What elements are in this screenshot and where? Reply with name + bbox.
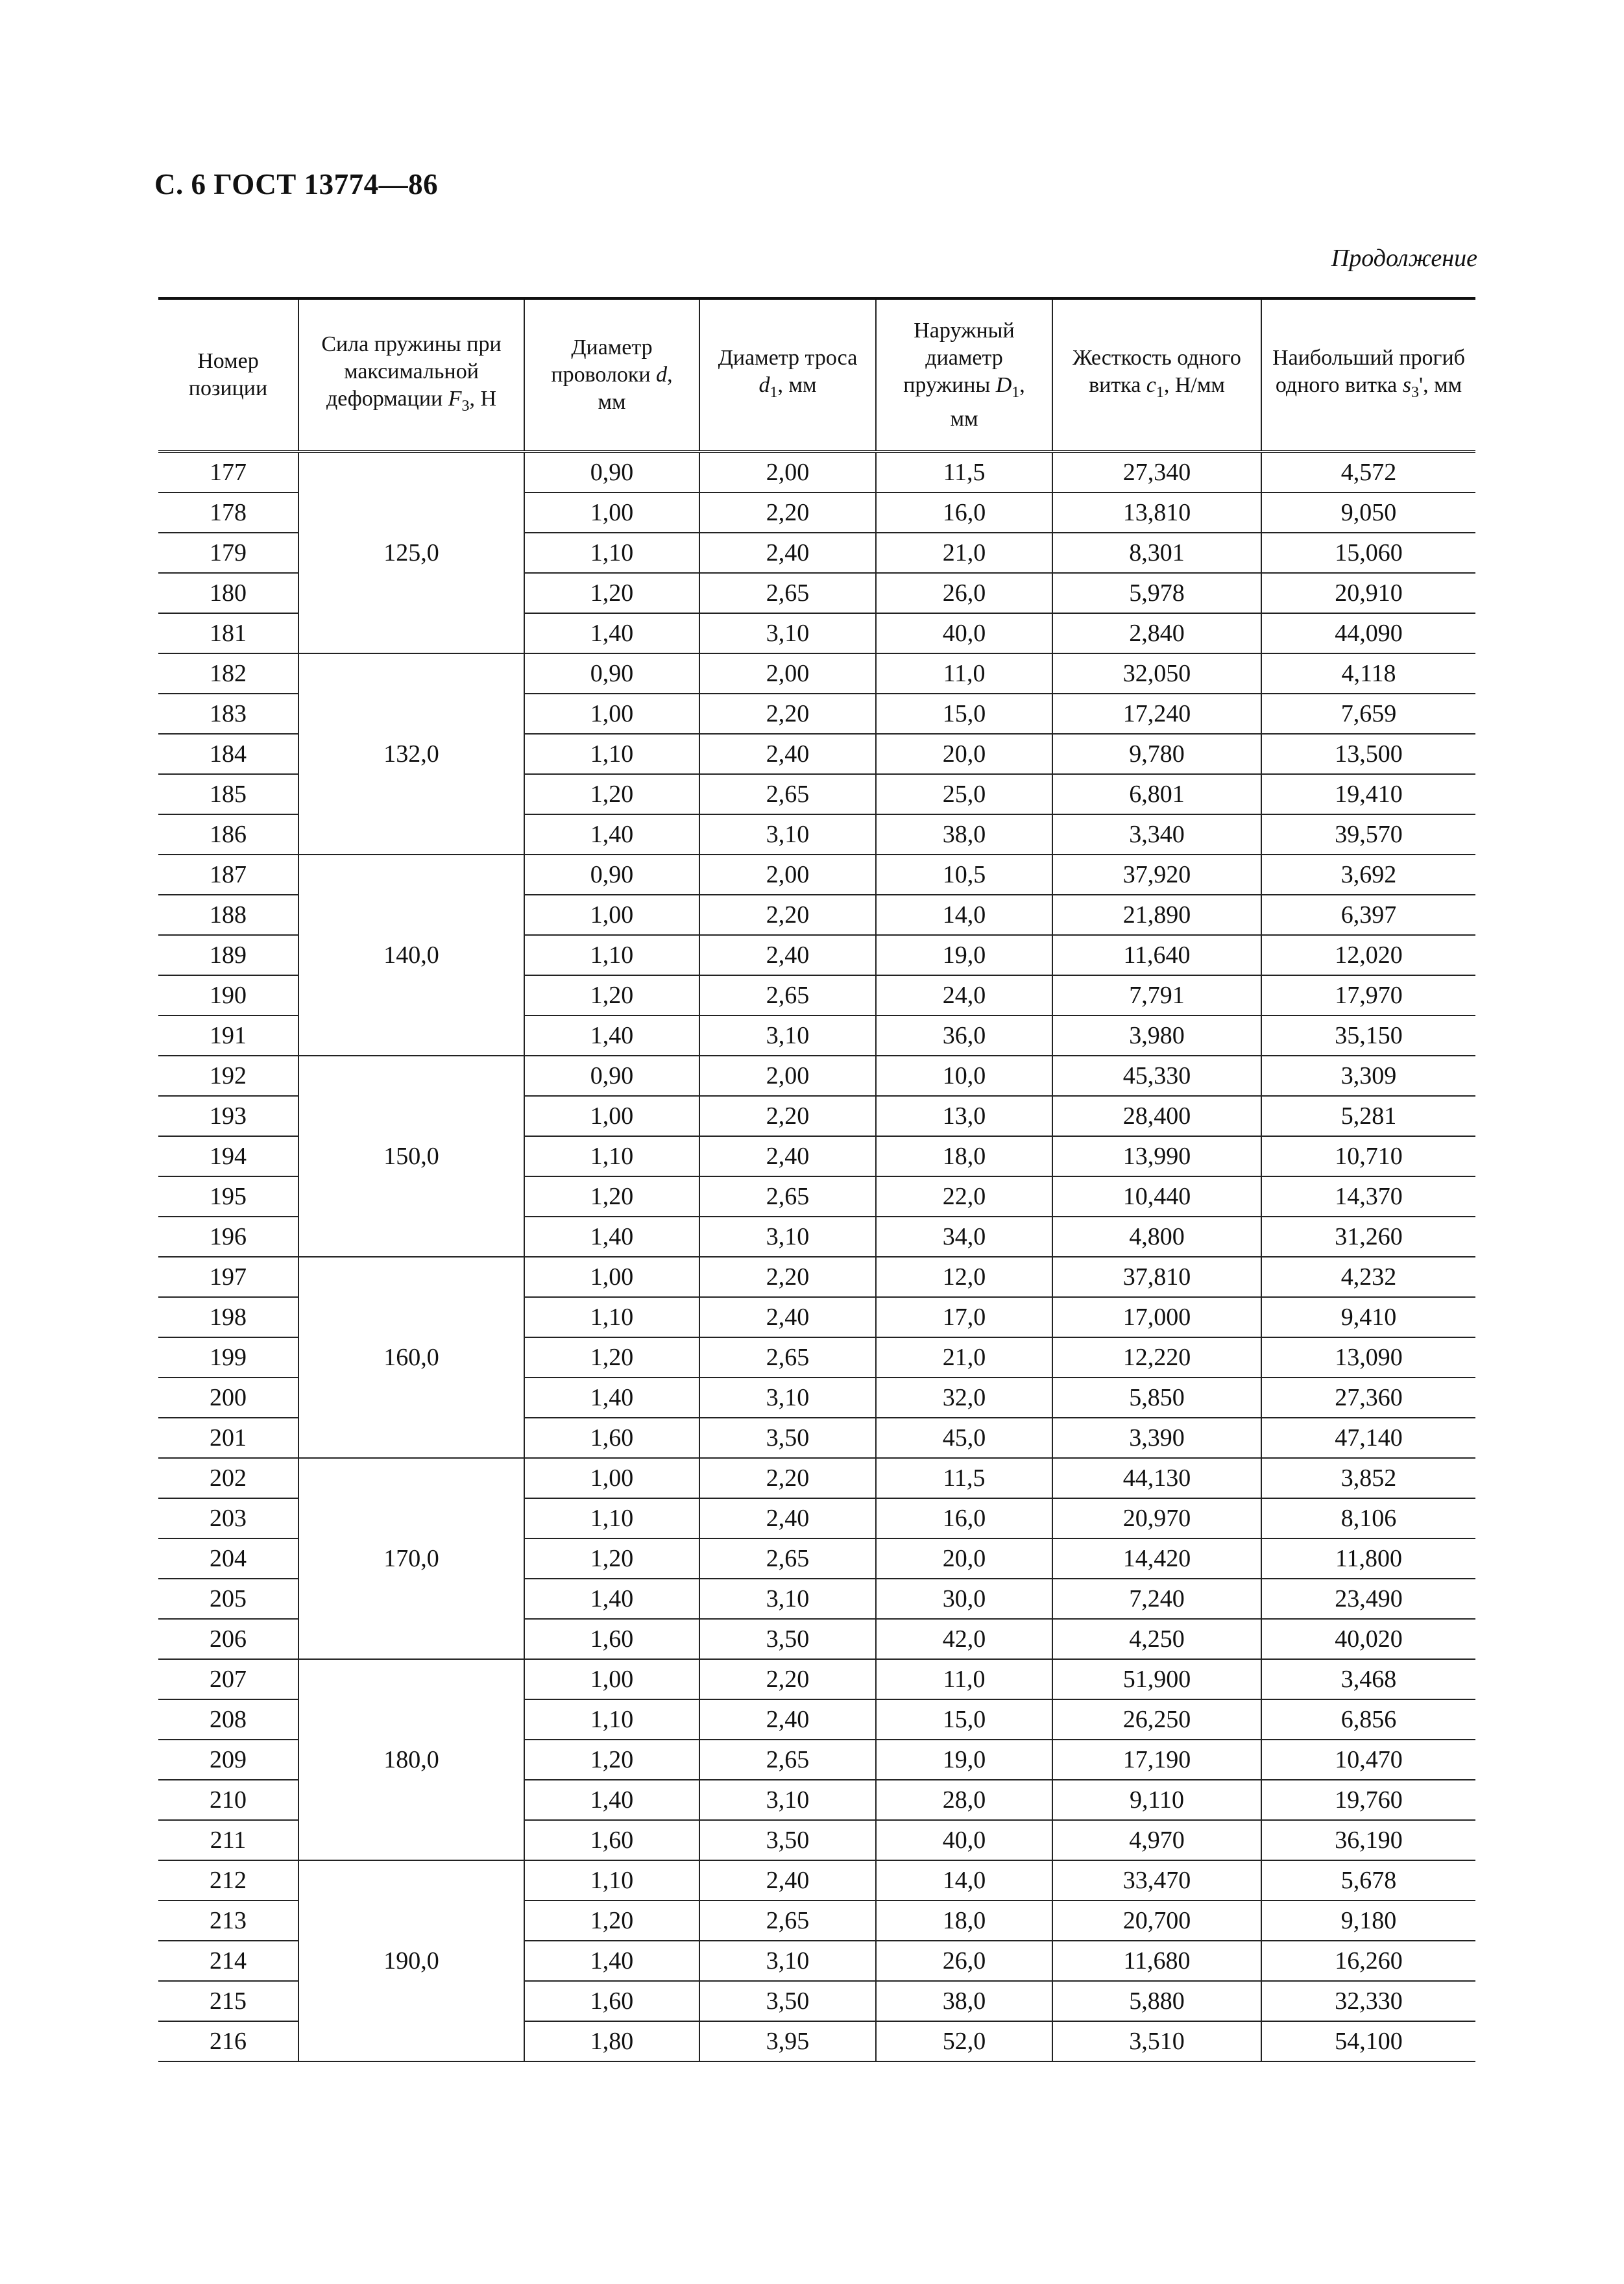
cell-position-number: 177 [158,452,298,492]
cell-coil-stiffness: 3,980 [1052,1015,1261,1056]
cell-wire-diameter: 1,60 [524,1418,699,1458]
cell-position-number: 187 [158,855,298,895]
cell-max-deflection: 20,910 [1261,573,1475,613]
page-title: С. 6 ГОСТ 13774—86 [154,168,439,200]
cell-outer-diameter: 12,0 [876,1257,1052,1297]
cell-outer-diameter: 40,0 [876,613,1052,653]
cell-max-deflection: 3,852 [1261,1458,1475,1498]
cell-max-deflection: 47,140 [1261,1418,1475,1458]
cell-max-deflection: 40,020 [1261,1619,1475,1659]
cell-position-number: 211 [158,1820,298,1860]
cell-max-deflection: 3,692 [1261,855,1475,895]
cell-outer-diameter: 26,0 [876,1941,1052,1981]
cell-outer-diameter: 16,0 [876,1498,1052,1538]
cell-coil-stiffness: 7,791 [1052,975,1261,1015]
cell-cable-diameter: 3,10 [699,1217,876,1257]
cell-coil-stiffness: 28,400 [1052,1096,1261,1136]
cell-cable-diameter: 3,50 [699,1981,876,2021]
cell-cable-diameter: 3,10 [699,814,876,855]
cell-outer-diameter: 10,5 [876,855,1052,895]
cell-spring-force: 125,0 [298,452,524,653]
cell-cable-diameter: 2,00 [699,855,876,895]
cell-max-deflection: 9,180 [1261,1901,1475,1941]
cell-outer-diameter: 52,0 [876,2021,1052,2061]
cell-cable-diameter: 2,00 [699,1056,876,1096]
cell-wire-diameter: 1,40 [524,1378,699,1418]
cell-wire-diameter: 1,40 [524,1579,699,1619]
cell-position-number: 189 [158,935,298,975]
cell-wire-diameter: 0,90 [524,452,699,492]
cell-cable-diameter: 3,50 [699,1418,876,1458]
cell-outer-diameter: 18,0 [876,1901,1052,1941]
cell-coil-stiffness: 5,880 [1052,1981,1261,2021]
cell-position-number: 205 [158,1579,298,1619]
cell-outer-diameter: 25,0 [876,774,1052,814]
cell-position-number: 180 [158,573,298,613]
cell-cable-diameter: 2,40 [699,1136,876,1176]
cell-position-number: 179 [158,533,298,573]
cell-cable-diameter: 3,10 [699,1378,876,1418]
cell-max-deflection: 4,118 [1261,653,1475,694]
cell-coil-stiffness: 11,680 [1052,1941,1261,1981]
cell-position-number: 195 [158,1176,298,1217]
cell-position-number: 208 [158,1699,298,1740]
cell-cable-diameter: 3,10 [699,1780,876,1820]
cell-position-number: 207 [158,1659,298,1699]
cell-cable-diameter: 3,50 [699,1619,876,1659]
cell-cable-diameter: 2,65 [699,1538,876,1579]
cell-cable-diameter: 2,20 [699,492,876,533]
cell-position-number: 194 [158,1136,298,1176]
cell-wire-diameter: 1,20 [524,1337,699,1378]
cell-spring-force: 160,0 [298,1257,524,1458]
cell-coil-stiffness: 9,780 [1052,734,1261,774]
cell-cable-diameter: 2,20 [699,1096,876,1136]
cell-position-number: 197 [158,1257,298,1297]
cell-max-deflection: 44,090 [1261,613,1475,653]
cell-cable-diameter: 2,65 [699,1176,876,1217]
cell-outer-diameter: 11,0 [876,653,1052,694]
cell-cable-diameter: 2,40 [699,734,876,774]
cell-max-deflection: 8,106 [1261,1498,1475,1538]
cell-max-deflection: 6,397 [1261,895,1475,935]
cell-cable-diameter: 2,40 [699,935,876,975]
cell-coil-stiffness: 17,000 [1052,1297,1261,1337]
header-wire-diameter: Диаметр проволоки d, мм [524,298,699,452]
cell-wire-diameter: 0,90 [524,855,699,895]
cell-max-deflection: 13,090 [1261,1337,1475,1378]
cell-outer-diameter: 38,0 [876,814,1052,855]
cell-wire-diameter: 1,40 [524,814,699,855]
cell-wire-diameter: 1,20 [524,1538,699,1579]
cell-position-number: 214 [158,1941,298,1981]
cell-max-deflection: 10,710 [1261,1136,1475,1176]
cell-position-number: 206 [158,1619,298,1659]
cell-position-number: 210 [158,1780,298,1820]
table-row [158,1056,1475,1096]
cell-max-deflection: 4,572 [1261,452,1475,492]
cell-cable-diameter: 2,20 [699,1458,876,1498]
cell-max-deflection: 35,150 [1261,1015,1475,1056]
cell-wire-diameter: 1,20 [524,1901,699,1941]
cell-outer-diameter: 11,5 [876,452,1052,492]
cell-outer-diameter: 30,0 [876,1579,1052,1619]
cell-position-number: 185 [158,774,298,814]
cell-cable-diameter: 2,65 [699,1337,876,1378]
cell-coil-stiffness: 27,340 [1052,452,1261,492]
cell-wire-diameter: 1,10 [524,734,699,774]
cell-cable-diameter: 2,20 [699,1659,876,1699]
cell-cable-diameter: 3,50 [699,1820,876,1860]
cell-spring-force: 140,0 [298,855,524,1056]
cell-wire-diameter: 0,90 [524,653,699,694]
cell-outer-diameter: 45,0 [876,1418,1052,1458]
cell-coil-stiffness: 3,390 [1052,1418,1261,1458]
cell-outer-diameter: 40,0 [876,1820,1052,1860]
table-row [158,855,1475,895]
cell-coil-stiffness: 21,890 [1052,895,1261,935]
cell-outer-diameter: 21,0 [876,533,1052,573]
cell-cable-diameter: 3,10 [699,1941,876,1981]
cell-cable-diameter: 3,10 [699,1015,876,1056]
cell-position-number: 199 [158,1337,298,1378]
cell-wire-diameter: 1,80 [524,2021,699,2061]
cell-max-deflection: 39,570 [1261,814,1475,855]
cell-outer-diameter: 21,0 [876,1337,1052,1378]
cell-cable-diameter: 2,40 [699,533,876,573]
cell-coil-stiffness: 14,420 [1052,1538,1261,1579]
cell-outer-diameter: 20,0 [876,734,1052,774]
cell-max-deflection: 3,468 [1261,1659,1475,1699]
cell-outer-diameter: 36,0 [876,1015,1052,1056]
cell-wire-diameter: 1,10 [524,1860,699,1901]
cell-position-number: 209 [158,1740,298,1780]
cell-position-number: 196 [158,1217,298,1257]
cell-coil-stiffness: 4,970 [1052,1820,1261,1860]
cell-coil-stiffness: 37,810 [1052,1257,1261,1297]
cell-spring-force: 190,0 [298,1860,524,2061]
cell-wire-diameter: 1,00 [524,1458,699,1498]
cell-wire-diameter: 1,00 [524,1257,699,1297]
cell-coil-stiffness: 37,920 [1052,855,1261,895]
cell-position-number: 183 [158,694,298,734]
cell-max-deflection: 7,659 [1261,694,1475,734]
cell-position-number: 184 [158,734,298,774]
cell-outer-diameter: 20,0 [876,1538,1052,1579]
cell-cable-diameter: 2,20 [699,895,876,935]
cell-coil-stiffness: 51,900 [1052,1659,1261,1699]
cell-outer-diameter: 22,0 [876,1176,1052,1217]
cell-coil-stiffness: 4,800 [1052,1217,1261,1257]
cell-outer-diameter: 15,0 [876,694,1052,734]
cell-max-deflection: 4,232 [1261,1257,1475,1297]
cell-cable-diameter: 2,40 [699,1860,876,1901]
cell-wire-diameter: 1,60 [524,1820,699,1860]
cell-max-deflection: 5,678 [1261,1860,1475,1901]
cell-max-deflection: 27,360 [1261,1378,1475,1418]
cell-max-deflection: 31,260 [1261,1217,1475,1257]
cell-wire-diameter: 1,10 [524,935,699,975]
cell-coil-stiffness: 11,640 [1052,935,1261,975]
cell-coil-stiffness: 32,050 [1052,653,1261,694]
cell-wire-diameter: 1,20 [524,975,699,1015]
cell-outer-diameter: 34,0 [876,1217,1052,1257]
cell-wire-diameter: 1,00 [524,1659,699,1699]
header-position-number: Номер позиции [158,298,298,452]
cell-coil-stiffness: 4,250 [1052,1619,1261,1659]
cell-wire-diameter: 1,40 [524,1217,699,1257]
cell-position-number: 203 [158,1498,298,1538]
cell-outer-diameter: 14,0 [876,895,1052,935]
cell-position-number: 204 [158,1538,298,1579]
header-outer-diameter: Наружный диаметр пружины $D_1$, мм [876,298,1052,452]
cell-cable-diameter: 2,00 [699,452,876,492]
cell-cable-diameter: 3,10 [699,613,876,653]
cell-max-deflection: 14,370 [1261,1176,1475,1217]
table-row [158,1458,1475,1498]
cell-max-deflection: 15,060 [1261,533,1475,573]
cell-position-number: 182 [158,653,298,694]
cell-position-number: 216 [158,2021,298,2061]
cell-max-deflection: 32,330 [1261,1981,1475,2021]
cell-wire-diameter: 1,00 [524,1096,699,1136]
cell-coil-stiffness: 7,240 [1052,1579,1261,1619]
cell-position-number: 192 [158,1056,298,1096]
cell-wire-diameter: 1,10 [524,1699,699,1740]
cell-coil-stiffness: 13,810 [1052,492,1261,533]
cell-cable-diameter: 3,10 [699,1579,876,1619]
cell-wire-diameter: 1,20 [524,573,699,613]
cell-position-number: 198 [158,1297,298,1337]
cell-wire-diameter: 1,20 [524,1176,699,1217]
header-cable-diameter: Диаметр троса $d_1$, мм [699,298,876,452]
cell-outer-diameter: 11,0 [876,1659,1052,1699]
cell-outer-diameter: 38,0 [876,1981,1052,2021]
cell-outer-diameter: 18,0 [876,1136,1052,1176]
cell-outer-diameter: 26,0 [876,573,1052,613]
table-row [158,452,1475,492]
cell-cable-diameter: 2,40 [699,1498,876,1538]
cell-position-number: 188 [158,895,298,935]
cell-max-deflection: 6,856 [1261,1699,1475,1740]
spring-parameters-table [158,297,1475,2062]
cell-coil-stiffness: 5,850 [1052,1378,1261,1418]
cell-position-number: 186 [158,814,298,855]
cell-wire-diameter: 1,00 [524,694,699,734]
cell-cable-diameter: 2,65 [699,1901,876,1941]
cell-wire-diameter: 1,60 [524,1981,699,2021]
table-row [158,1659,1475,1699]
cell-max-deflection: 10,470 [1261,1740,1475,1780]
cell-wire-diameter: 1,60 [524,1619,699,1659]
cell-coil-stiffness: 13,990 [1052,1136,1261,1176]
cell-wire-diameter: 1,10 [524,533,699,573]
cell-max-deflection: 36,190 [1261,1820,1475,1860]
cell-cable-diameter: 2,40 [699,1297,876,1337]
cell-max-deflection: 12,020 [1261,935,1475,975]
cell-position-number: 193 [158,1096,298,1136]
cell-cable-diameter: 2,65 [699,573,876,613]
cell-max-deflection: 11,800 [1261,1538,1475,1579]
cell-position-number: 202 [158,1458,298,1498]
cell-outer-diameter: 13,0 [876,1096,1052,1136]
cell-cable-diameter: 2,00 [699,653,876,694]
table-row [158,1860,1475,1901]
cell-spring-force: 170,0 [298,1458,524,1659]
cell-position-number: 201 [158,1418,298,1458]
cell-max-deflection: 17,970 [1261,975,1475,1015]
cell-coil-stiffness: 9,110 [1052,1780,1261,1820]
header-spring-force: Сила пружины при максимальной деформации $F_3$, Н [298,298,524,452]
cell-coil-stiffness: 20,970 [1052,1498,1261,1538]
cell-wire-diameter: 0,90 [524,1056,699,1096]
cell-coil-stiffness: 20,700 [1052,1901,1261,1941]
cell-cable-diameter: 2,20 [699,694,876,734]
cell-outer-diameter: 15,0 [876,1699,1052,1740]
cell-coil-stiffness: 45,330 [1052,1056,1261,1096]
cell-spring-force: 150,0 [298,1056,524,1257]
cell-max-deflection: 23,490 [1261,1579,1475,1619]
cell-outer-diameter: 42,0 [876,1619,1052,1659]
cell-cable-diameter: 3,95 [699,2021,876,2061]
cell-position-number: 191 [158,1015,298,1056]
cell-max-deflection: 16,260 [1261,1941,1475,1981]
cell-max-deflection: 19,760 [1261,1780,1475,1820]
cell-max-deflection: 9,050 [1261,492,1475,533]
cell-coil-stiffness: 12,220 [1052,1337,1261,1378]
cell-position-number: 178 [158,492,298,533]
cell-coil-stiffness: 44,130 [1052,1458,1261,1498]
table-row [158,653,1475,694]
cell-outer-diameter: 16,0 [876,492,1052,533]
cell-spring-force: 180,0 [298,1659,524,1860]
cell-wire-diameter: 1,40 [524,1780,699,1820]
cell-position-number: 213 [158,1901,298,1941]
cell-coil-stiffness: 33,470 [1052,1860,1261,1901]
cell-wire-diameter: 1,00 [524,492,699,533]
cell-wire-diameter: 1,40 [524,613,699,653]
cell-max-deflection: 9,410 [1261,1297,1475,1337]
cell-cable-diameter: 2,65 [699,774,876,814]
cell-position-number: 190 [158,975,298,1015]
cell-outer-diameter: 11,5 [876,1458,1052,1498]
cell-coil-stiffness: 3,510 [1052,2021,1261,2061]
cell-coil-stiffness: 2,840 [1052,613,1261,653]
cell-wire-diameter: 1,20 [524,774,699,814]
cell-outer-diameter: 19,0 [876,1740,1052,1780]
cell-coil-stiffness: 10,440 [1052,1176,1261,1217]
cell-coil-stiffness: 17,190 [1052,1740,1261,1780]
cell-wire-diameter: 1,10 [524,1498,699,1538]
cell-position-number: 181 [158,613,298,653]
cell-position-number: 215 [158,1981,298,2021]
cell-coil-stiffness: 6,801 [1052,774,1261,814]
cell-cable-diameter: 2,65 [699,975,876,1015]
cell-outer-diameter: 19,0 [876,935,1052,975]
cell-outer-diameter: 17,0 [876,1297,1052,1337]
header-coil-stiffness: Жесткость одного витка $c_1$, Н/мм [1052,298,1261,452]
header-max-deflection: Наибольший прогиб одного витка $s_3'$, мм [1261,298,1475,452]
cell-wire-diameter: 1,10 [524,1297,699,1337]
cell-coil-stiffness: 5,978 [1052,573,1261,613]
table-header [158,298,1475,452]
cell-max-deflection: 3,309 [1261,1056,1475,1096]
table-body [158,452,1475,2061]
cell-max-deflection: 5,281 [1261,1096,1475,1136]
cell-position-number: 212 [158,1860,298,1901]
cell-coil-stiffness: 8,301 [1052,533,1261,573]
cell-cable-diameter: 2,40 [699,1699,876,1740]
cell-position-number: 200 [158,1378,298,1418]
cell-wire-diameter: 1,40 [524,1015,699,1056]
cell-wire-diameter: 1,40 [524,1941,699,1981]
cell-spring-force: 132,0 [298,653,524,855]
cell-coil-stiffness: 3,340 [1052,814,1261,855]
cell-max-deflection: 13,500 [1261,734,1475,774]
cell-cable-diameter: 2,65 [699,1740,876,1780]
cell-coil-stiffness: 26,250 [1052,1699,1261,1740]
cell-wire-diameter: 1,00 [524,895,699,935]
cell-wire-diameter: 1,10 [524,1136,699,1176]
cell-outer-diameter: 28,0 [876,1780,1052,1820]
cell-max-deflection: 54,100 [1261,2021,1475,2061]
cell-cable-diameter: 2,20 [699,1257,876,1297]
cell-coil-stiffness: 17,240 [1052,694,1261,734]
cell-outer-diameter: 14,0 [876,1860,1052,1901]
table-row [158,1257,1475,1297]
continuation-label: Продолжение [1331,245,1477,272]
cell-wire-diameter: 1,20 [524,1740,699,1780]
cell-outer-diameter: 10,0 [876,1056,1052,1096]
cell-max-deflection: 19,410 [1261,774,1475,814]
cell-outer-diameter: 32,0 [876,1378,1052,1418]
cell-outer-diameter: 24,0 [876,975,1052,1015]
